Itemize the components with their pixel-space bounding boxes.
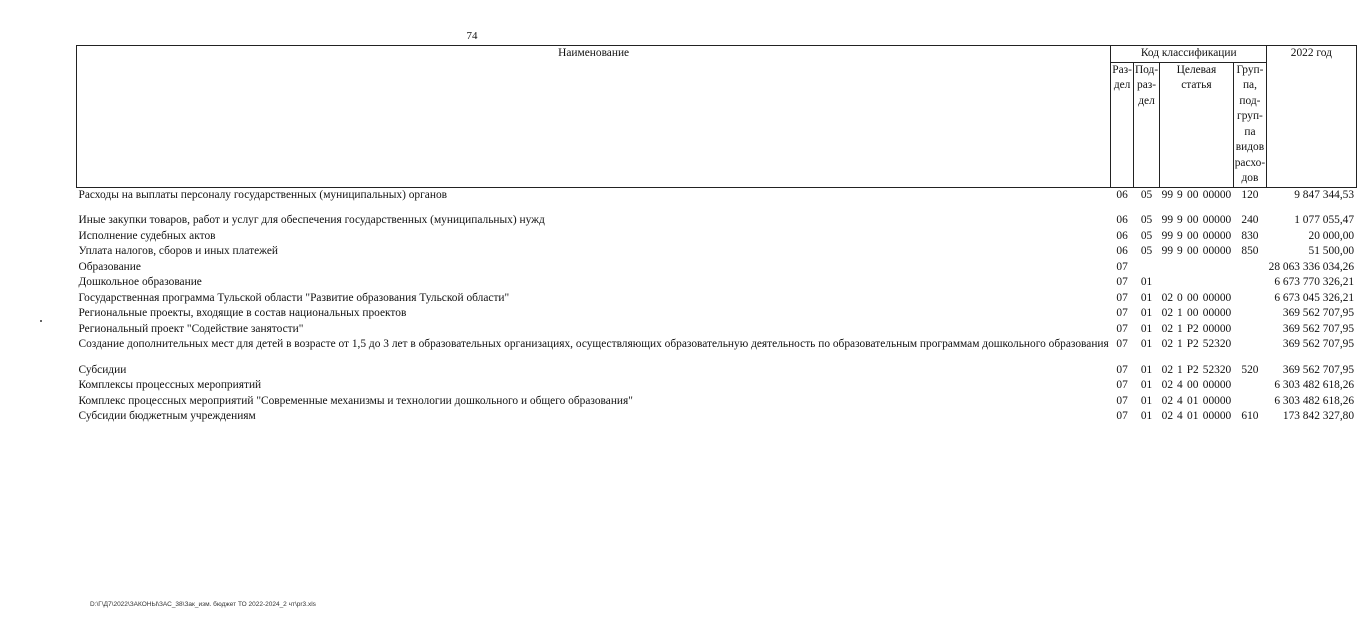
row-subsection: 01 [1140,291,1153,304]
row-target-event: P2 [1186,363,1199,376]
table-row [77,229,1357,245]
row-target-event: 01 [1187,410,1199,422]
table-row [77,275,1357,291]
row-expense-type: 240 [1241,214,1259,226]
row-target-direction: 00000 [1202,322,1232,335]
row-subsection: 05 [1140,245,1153,257]
row-expense-type [1233,337,1266,353]
row-amount: 6 673 045 326,21 [1274,291,1355,304]
row-name: Иные закупки товаров, работ и услуг для обеспечения государственных (муниципальных) нужд [78,214,545,226]
row-name: Комплексы процессных мероприятий [78,379,262,391]
row-target-direction: 00000 [1202,229,1232,242]
row-expense-type [1233,260,1266,276]
row-target-direction: 00000 [1202,307,1232,319]
row-target-subprogram [1175,260,1185,276]
row-expense-type [1233,291,1266,307]
row-target-direction: 00000 [1202,410,1232,422]
table-row [77,337,1357,353]
row-expense-type: 850 [1241,245,1259,257]
row-target-direction [1201,260,1233,276]
row-target-event: P2 [1186,322,1199,335]
table-row [77,187,1357,203]
row-name: Субсидии бюджетным учреждениям [78,410,256,422]
row-name: Субсидии [78,363,127,376]
row-target-subprogram: 1 [1177,322,1183,335]
row-amount: 6 303 482 618,26 [1274,379,1355,391]
page-number: 74 [466,30,478,42]
row-spacer-cell [77,353,1357,363]
header-subsection: Под-раз-дел [1133,62,1159,187]
row-target-program: 99 [1161,214,1174,226]
row-target-subprogram: 1 [1177,338,1183,350]
row-target-subprogram: 9 [1177,229,1183,242]
row-target-program: 99 [1161,245,1174,257]
row-target-program: 02 [1161,322,1174,335]
row-target-event: 00 [1187,245,1199,257]
row-target-direction: 52320 [1202,363,1232,376]
row-expense-type: 830 [1241,229,1259,242]
row-expense-type [1233,306,1266,322]
row-subsection: 01 [1140,363,1153,376]
row-amount: 369 562 707,95 [1282,322,1355,335]
row-amount: 6 303 482 618,26 [1274,394,1355,407]
row-subsection: 01 [1140,410,1153,422]
table-row [77,213,1357,229]
row-section: 07 [1116,260,1128,273]
row-subsection: 01 [1140,338,1153,350]
row-amount: 369 562 707,95 [1282,363,1355,376]
row-target-event: 00 [1187,307,1199,319]
row-subsection [1133,260,1159,276]
row-target-program [1160,260,1175,276]
row-target-event: 00 [1187,188,1199,201]
row-target-program: 02 [1161,363,1174,376]
header-section: Раз-дел [1111,62,1134,187]
row-amount: 28 063 336 034,26 [1268,260,1355,273]
table-row [77,322,1357,338]
row-name: Расходы на выплаты персоналу государственных (муниципальных) органов [78,188,448,201]
row-expense-type [1233,275,1266,291]
row-section: 07 [1116,307,1128,319]
row-target-event: P2 [1186,338,1199,350]
row-target-program: 02 [1161,338,1174,350]
row-target-subprogram: 9 [1177,245,1183,257]
row-target-event: 00 [1187,229,1199,242]
row-subsection: 05 [1140,188,1153,201]
row-expense-type: 610 [1241,410,1259,422]
table-row [77,378,1357,394]
table-header [77,46,1357,188]
table-row [77,306,1357,322]
row-target-program: 02 [1161,379,1174,391]
row-expense-type: 520 [1241,363,1259,376]
row-name: Региональный проект "Содействие занятости" [78,322,304,335]
row-target-subprogram: 0 [1177,291,1183,304]
row-name: Дошкольное образование [78,276,202,288]
header-year: 2022 год [1267,46,1356,188]
header-classification: Код классификации [1111,46,1267,63]
table-row [77,244,1357,260]
row-section: 07 [1116,394,1128,407]
row-target-event: 01 [1187,394,1199,407]
row-subsection: 01 [1140,322,1153,335]
row-name: Исполнение судебных актов [78,229,216,242]
row-amount: 173 842 327,80 [1282,410,1355,422]
row-section: 06 [1116,229,1128,242]
file-path-footer: D:\Г\Д7\2022\ЗАКОНЫ\ЗАС_38\Зак_изм. бюджет ТО 2022-2024_2 чт\pr3.xls [90,601,316,608]
row-name: Образование [78,260,141,273]
row-target-direction: 00000 [1202,214,1232,226]
row-subsection: 05 [1140,214,1153,226]
row-name: Создание дополнительных мест для детей в возрасте от 1,5 до 3 лет в образовательных организациях, осуществляющих образовательную деятельность по образовательным программам дошкольного образования [78,338,1109,350]
row-section: 06 [1116,214,1128,226]
row-target-program [1160,275,1175,291]
row-subsection: 01 [1140,307,1153,319]
row-target-event [1185,275,1201,291]
row-target-program: 99 [1161,229,1174,242]
header-target-article: Целевая статья [1160,62,1234,187]
table-body [77,187,1357,425]
row-target-subprogram: 4 [1177,379,1183,391]
table-row [77,394,1357,410]
row-subsection: 01 [1140,276,1153,288]
row-target-direction: 00000 [1202,394,1232,407]
row-name: Уплата налогов, сборов и иных платежей [78,245,278,257]
table-row [77,291,1357,307]
row-target-subprogram: 4 [1177,394,1183,407]
table-row [77,260,1357,276]
row-amount: 9 847 344,53 [1294,188,1355,201]
margin-mark [40,320,42,322]
row-name: Региональные проекты, входящие в состав национальных проектов [78,307,407,319]
row-name: Государственная программа Тульской области "Развитие образования Тульской области" [78,291,510,304]
row-section: 07 [1116,322,1128,335]
row-amount: 51 500,00 [1308,245,1355,257]
row-target-subprogram: 1 [1177,307,1183,319]
row-target-subprogram: 4 [1177,410,1183,422]
row-amount: 369 562 707,95 [1282,307,1355,319]
row-section: 06 [1116,245,1128,257]
row-amount: 20 000,00 [1308,229,1355,242]
row-spacer [77,203,1357,213]
row-target-program: 02 [1161,410,1174,422]
row-target-direction: 00000 [1202,188,1232,201]
row-name: Комплекс процессных мероприятий "Современные механизмы и технологии дошкольного и общего образования" [78,394,633,407]
table-row [77,363,1357,379]
row-spacer [77,353,1357,363]
row-target-direction: 00000 [1202,245,1232,257]
row-section: 07 [1116,363,1128,376]
row-subsection: 05 [1140,229,1153,242]
header-name: Наименование [77,46,1111,188]
row-target-direction: 00000 [1202,379,1232,391]
row-section: 07 [1116,338,1128,350]
row-target-event: 00 [1187,379,1199,391]
row-target-program: 02 [1161,394,1174,407]
row-target-direction: 00000 [1202,291,1232,304]
row-subsection: 01 [1140,394,1153,407]
row-expense-type [1233,378,1266,394]
row-expense-type: 120 [1241,188,1259,201]
row-section: 06 [1116,188,1128,201]
row-subsection: 01 [1140,379,1153,391]
header-expense-group: Груп-па, под-груп-па видов расхо-дов [1233,62,1266,187]
row-expense-type [1233,322,1266,338]
row-target-subprogram: 9 [1177,188,1183,201]
row-amount: 1 077 055,47 [1294,214,1355,226]
row-section: 07 [1116,291,1128,304]
row-target-event: 00 [1187,291,1199,304]
row-section: 07 [1116,379,1128,391]
row-expense-type [1233,394,1266,410]
row-section: 07 [1116,276,1128,288]
row-target-subprogram [1175,275,1185,291]
row-section: 07 [1116,410,1128,422]
row-target-event [1185,260,1201,276]
row-target-subprogram: 9 [1177,214,1183,226]
row-target-subprogram: 1 [1177,363,1183,376]
row-target-program: 99 [1161,188,1174,201]
budget-table [76,45,1357,425]
row-spacer-cell [77,203,1357,213]
row-target-direction [1201,275,1233,291]
row-target-direction: 52320 [1202,338,1232,350]
row-amount: 369 562 707,95 [1282,338,1355,350]
row-target-program: 02 [1161,307,1174,319]
table-row [77,409,1357,425]
row-amount: 6 673 770 326,21 [1274,276,1355,288]
row-target-program: 02 [1161,291,1174,304]
row-target-event: 00 [1187,214,1199,226]
